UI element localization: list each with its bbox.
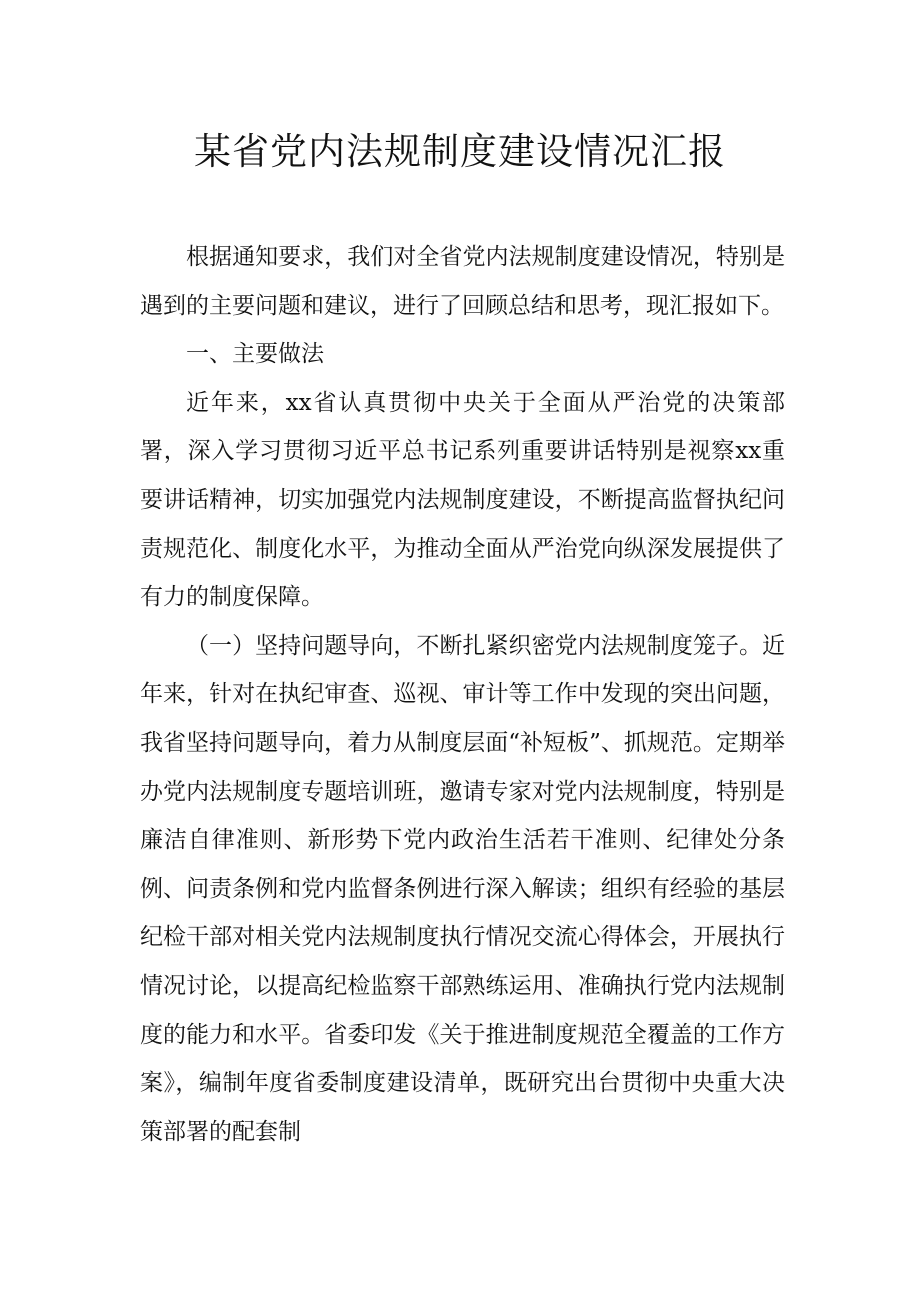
section-heading: 一、主要做法	[186, 341, 324, 368]
document-body	[140, 233, 785, 1156]
intro-paragraph: 根据通知要求，我们对全省党内法规制度建设情况，特别是遇到的主要问题和建议，进行了回顾总结和思考，现汇报如下。	[140, 244, 785, 319]
body-paragraph: 近年来，xx省认真贯彻中央关于全面从严治党的决策部署，深入学习贯彻习近平总书记系列重要讲话特别是视察xx重要讲话精神，切实加强党内法规制度建设，不断提高监督执纪问责规范化、制度化水平，为推动全面从严治党向纵深发展提供了有力的制度保障。	[140, 389, 785, 611]
document-title: 某省党内法规制度建设情况汇报	[194, 130, 726, 173]
body-paragraph: （一）坚持问题导向，不断扎紧织密党内法规制度笼子。近年来，针对在执纪审查、巡视、审计等工作中发现的突出问题，我省坚持问题导向，着力从制度层面“补短板”、抓规范。定期举办党内法规制度专题培训班，邀请专家对党内法规制度，特别是廉洁自律准则、新形势下党内政治生活若干准则、纪律处分条例、问责条例和党内监督条例进行深入解读；组织有经验的基层纪检干部对相关党内法规制度执行情况交流心得体会，开展执行情况讨论，以提高纪检监察干部熟练运用、准确执行党内法规制度的能力和水平。省委印发《关于推进制度规范全覆盖的工作方案》，编制年度省委制度建设清单，既研究出台贯彻中央重大决策部署的配套制	[140, 632, 785, 1145]
